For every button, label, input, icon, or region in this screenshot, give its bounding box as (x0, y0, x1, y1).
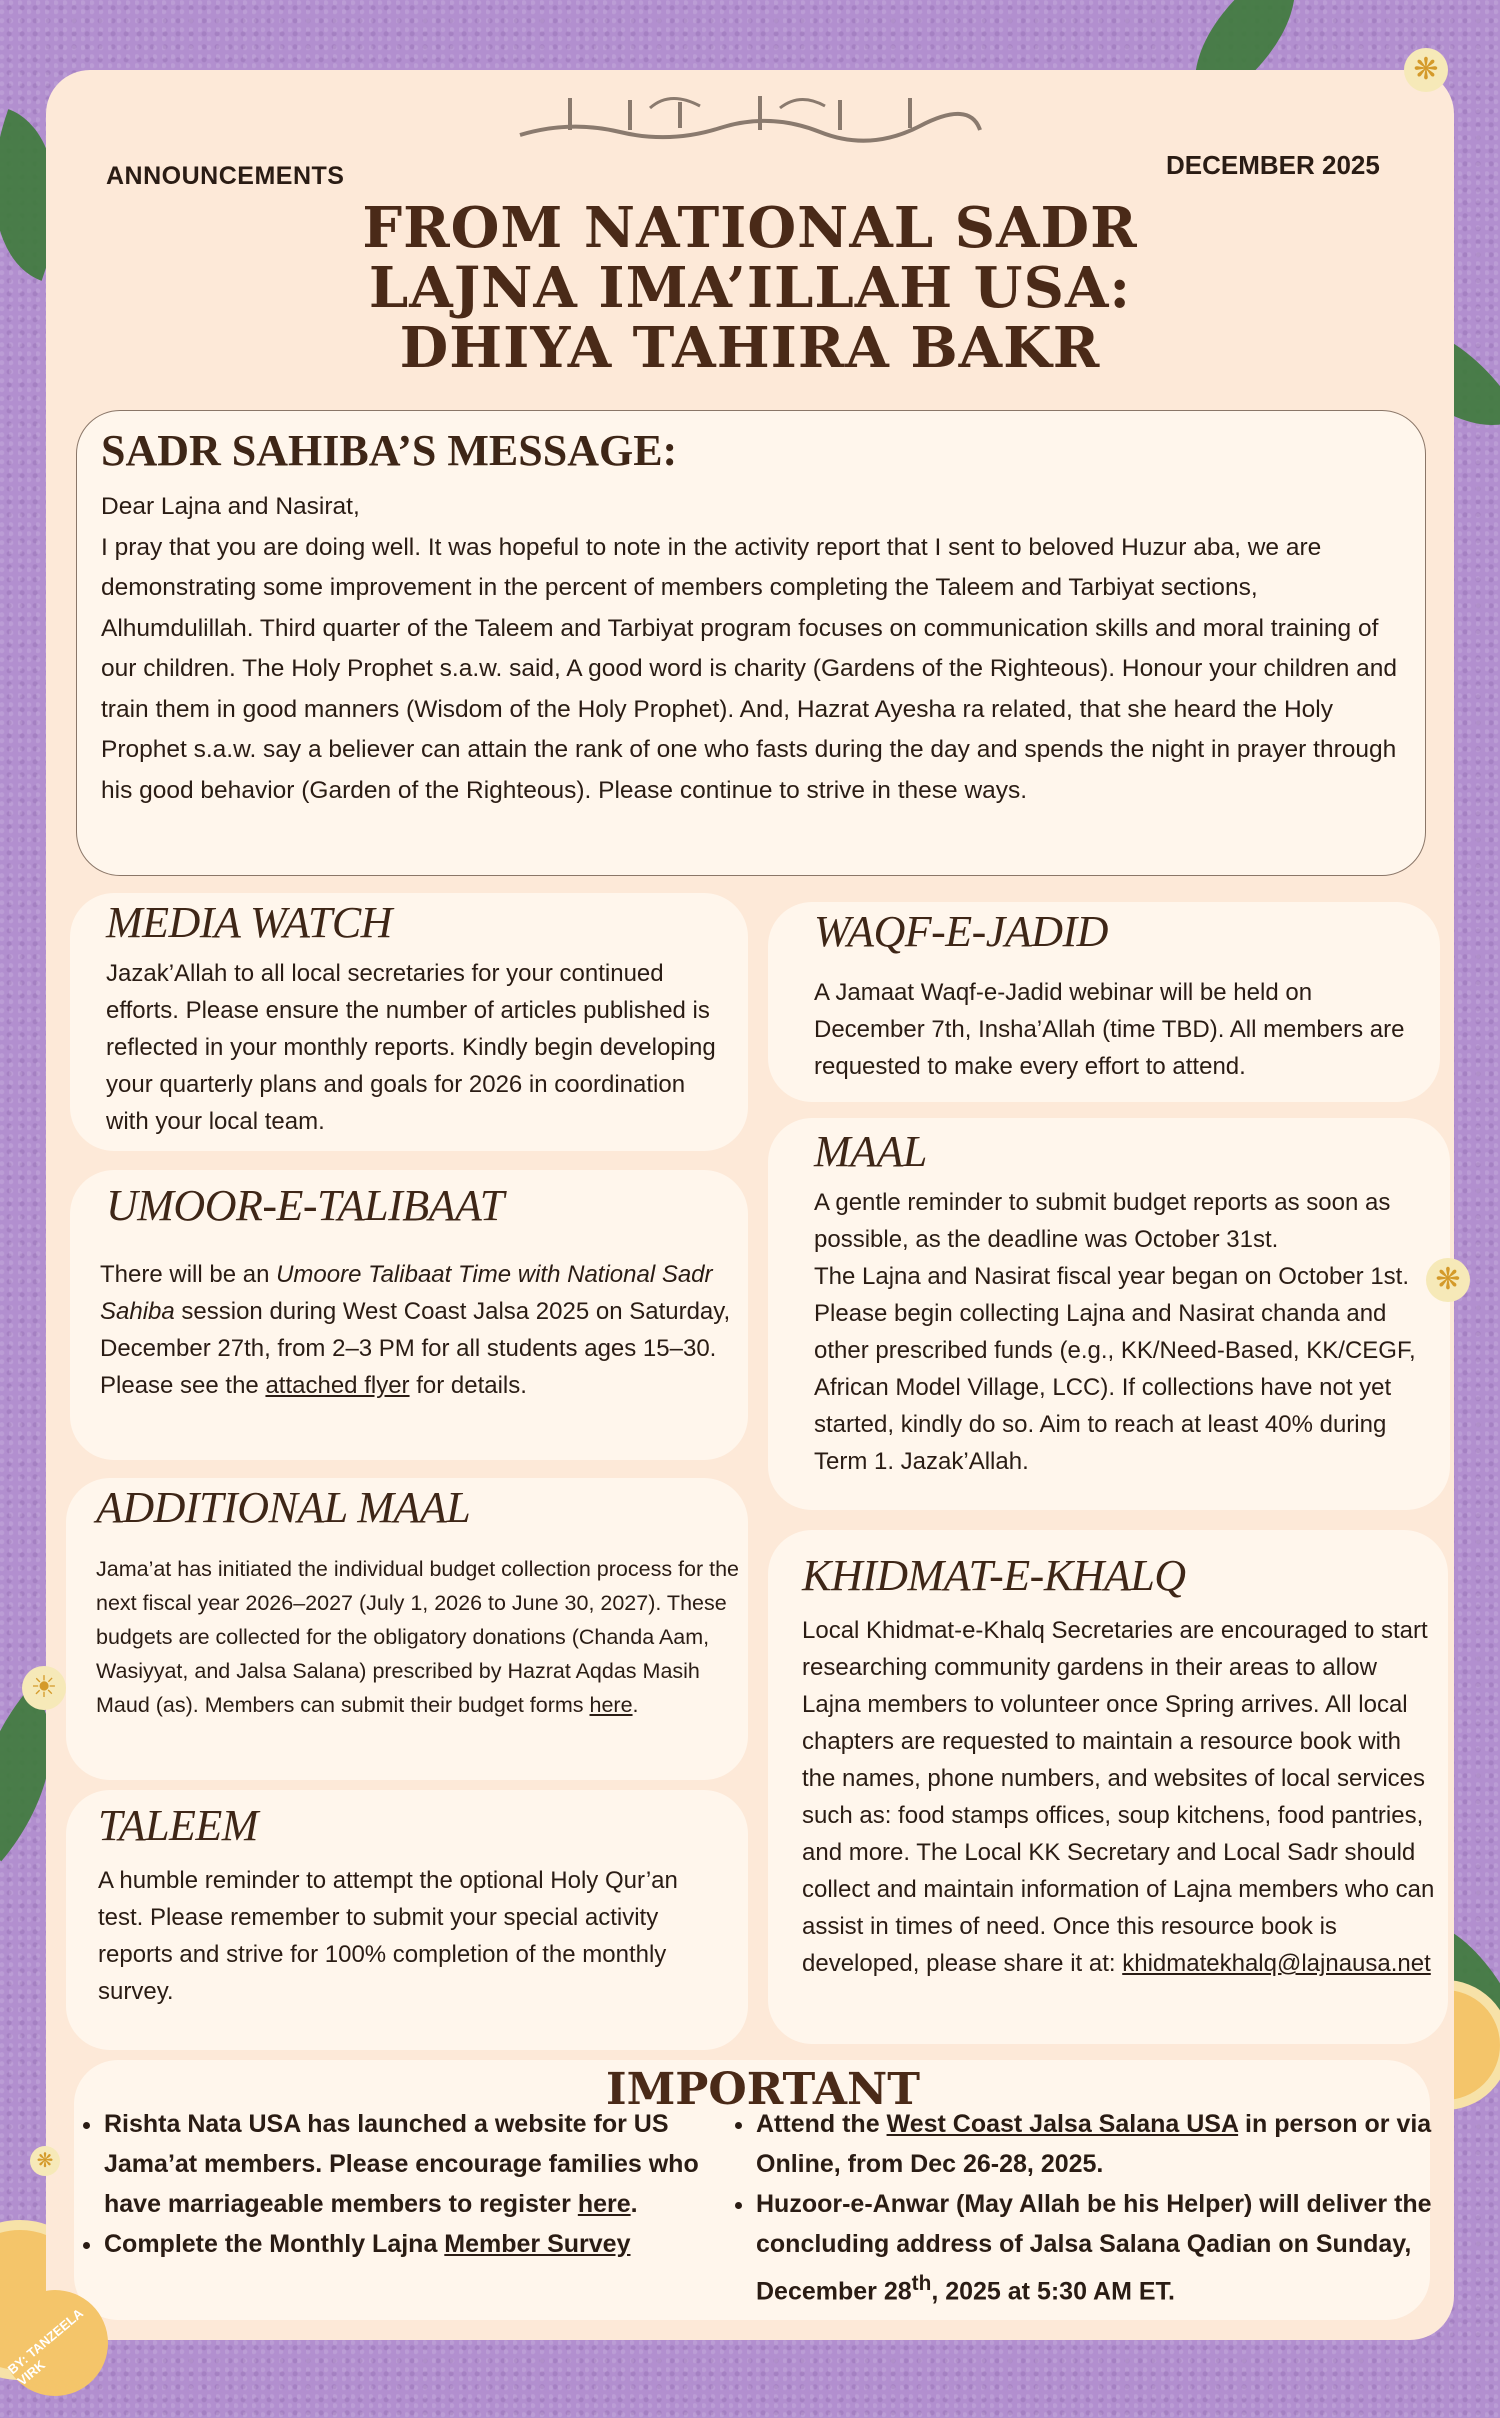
maal-body (814, 1184, 1436, 1480)
taleem-panel (66, 1790, 748, 2050)
khidmat-heading: KHIDMAT-E-KHALQ (802, 1551, 1186, 1600)
khidmat-body (802, 1612, 1438, 1982)
important-item-jalsa (756, 2104, 1436, 2184)
sadr-message-panel (76, 410, 1426, 876)
important-text: in person or via Online, from Dec 26-28, 2025. (756, 2110, 1432, 2178)
flower-icon: ❋ (1426, 1258, 1470, 1302)
important-panel (74, 2060, 1430, 2320)
title-line-2: LAJNA IMA’ILLAH USA: (368, 255, 1132, 321)
maal-paragraph-2: The Lajna and Nasirat fiscal year began on October 1st. Please begin collecting Lajna and Nasirat chanda and other prescribed funds (e.g., KK/Need-Based, KK/CEGF, African Model Village, LCC). If collections have not yet started, kindly do so. Aim to reach at least 40% during Term 1. Jazak’Allah. (814, 1263, 1416, 1475)
khidmat-email-link[interactable]: khidmatekhalq@lajnausa.net (1122, 1950, 1431, 1977)
umoor-text: session during West Coast Jalsa 2025 on Saturday, December 27th, from 2–3 PM for all students ages 15–30. (100, 1298, 731, 1362)
umoor-text: for details. (409, 1372, 527, 1399)
waqf-panel (768, 902, 1440, 1102)
title-line-1: FROM NATIONAL SADR (362, 195, 1138, 261)
important-item-survey (104, 2224, 744, 2264)
additional-maal-text: Jama’at has initiated the individual budget collection process for the next fiscal year 2026–2027 (July 1, 2026 to June 30, 2027). These budgets are collected for the obligatory donations (Chanda Aam, Wasiyyat, and Jalsa Salana) prescribed by Hazrat Aqdas Masih Maud (as). Members can submit their budget forms (96, 1557, 739, 1717)
media-watch-body: Jazak’Allah to all local secretaries for your continued efforts. Please ensure the number of articles published is reflected in your monthly reports. Kindly begin developing your quarterly plans and goals for 2026 in coordination with your local team. (106, 960, 716, 1135)
important-text: . (630, 2190, 638, 2218)
message-body: I pray that you are doing well. It was hopeful to note in the activity report that I sent to beloved Huzur aba, we are demonstrating some improvement in the percent of members completing the Taleem and Tarbiyat sections, Alhumdulillah. Third quarter of the Taleem and Tarbiyat program focuses on communication skills and moral training of our children. The Holy Prophet s.a.w. said, A good word is charity (Gardens of the Righteous). Honour your children and train them in good manners (Wisdom of the Holy Prophet). And, Hazrat Ayesha ra related, that she heard the Holy Prophet s.a.w. say a believer can attain the rank of one who fasts during the day and spends the night in prayer through his good behavior (Garden of the Righteous). Please continue to strive in these ways. (101, 533, 1398, 804)
taleem-heading: TALEEM (98, 1801, 258, 1850)
issue-date: DECEMBER 2025 (1166, 150, 1380, 180)
rishta-register-link[interactable]: here (577, 2190, 631, 2218)
bismillah-calligraphy (510, 80, 990, 150)
additional-maal-heading: ADDITIONAL MAAL (96, 1483, 471, 1532)
author-badge: BY: TANZEELA VIRK (0, 2268, 130, 2417)
flower-icon: ❋ (1404, 48, 1448, 92)
message-heading: SADR SAHIBA’S MESSAGE: (101, 426, 678, 475)
calligraphy-icon (510, 80, 990, 150)
budget-form-link[interactable]: here (589, 1693, 633, 1717)
additional-maal-text: . (632, 1693, 639, 1717)
important-text: Rishta Nata USA has launched a website for US Jama’at members. Please encourage families who have marriageable members to register (104, 2110, 699, 2218)
khidmat-panel (768, 1530, 1448, 2044)
waqf-body: A Jamaat Waqf-e-Jadid webinar will be held on December 7th, Insha’Allah (time TBD). All members are requested to make every effort to attend. (814, 979, 1405, 1080)
umoor-body (100, 1256, 740, 1404)
important-text: Huzoor-e-Anwar (May Allah be his Helper) will deliver the concluding address of Jalsa Salana Qadian on Sunday, December 28 (756, 2190, 1432, 2306)
media-watch-heading: MEDIA WATCH (106, 898, 392, 947)
important-item-rishta (104, 2104, 744, 2224)
umoor-text: Please see the (100, 1372, 266, 1399)
important-text: Complete the Monthly Lajna (104, 2230, 445, 2258)
important-text: Attend the (756, 2110, 887, 2138)
media-watch-panel (70, 893, 748, 1151)
maal-paragraph-1: A gentle reminder to submit budget reports as soon as possible, as the deadline was October 31st. (814, 1189, 1391, 1253)
important-text: , 2025 at 5:30 AM ET. (931, 2277, 1175, 2306)
page-title (250, 195, 1250, 381)
title-line-3: DHIYA TAHIRA BAKR (399, 315, 1101, 381)
flower-icon: ❋ (30, 2146, 60, 2176)
ordinal-suffix: th (911, 2272, 932, 2295)
khidmat-text: Local Khidmat-e-Khalq Secretaries are encouraged to start researching community gardens in their areas to allow Lajna members to volunteer once Spring arrives. All local chapters are requested to maintain a resource book with the names, phone numbers, and websites of local services such as: food stamps offices, soup kitchens, food pantries, and more. The Local KK Secretary and Local Sadr should collect and maintain information of Lajna members who can assist in times of need. Once this resource book is developed, please share it at: (802, 1617, 1435, 1977)
attached-flyer-link[interactable]: attached flyer (265, 1372, 410, 1399)
umoor-text: There will be an (100, 1261, 277, 1288)
important-heading: IMPORTANT (606, 2064, 920, 2115)
waqf-heading: WAQF-E-JADID (814, 907, 1108, 956)
west-coast-jalsa-link[interactable]: West Coast Jalsa Salana USA (886, 2110, 1239, 2138)
additional-maal-body (96, 1552, 746, 1722)
umoor-session-name: Umoore Talibaat Time with National Sadr Sahiba (100, 1261, 713, 1325)
maal-heading: MAAL (814, 1127, 927, 1176)
message-greeting: Dear Lajna and Nasirat, (101, 493, 360, 520)
announcements-label: ANNOUNCEMENTS (106, 162, 345, 190)
important-item-huzoor (756, 2184, 1436, 2311)
umoor-panel (70, 1170, 748, 1460)
umoor-heading: UMOOR-E-TALIBAAT (106, 1181, 504, 1230)
maal-panel (768, 1118, 1450, 1510)
flower-icon: ☀ (22, 1666, 66, 1710)
additional-maal-panel (66, 1478, 748, 1780)
member-survey-link[interactable]: Member Survey (444, 2230, 631, 2258)
taleem-body: A humble reminder to attempt the optional Holy Qur’an test. Please remember to submit your special activity reports and strive for 100% completion of the monthly survey. (98, 1867, 678, 2005)
